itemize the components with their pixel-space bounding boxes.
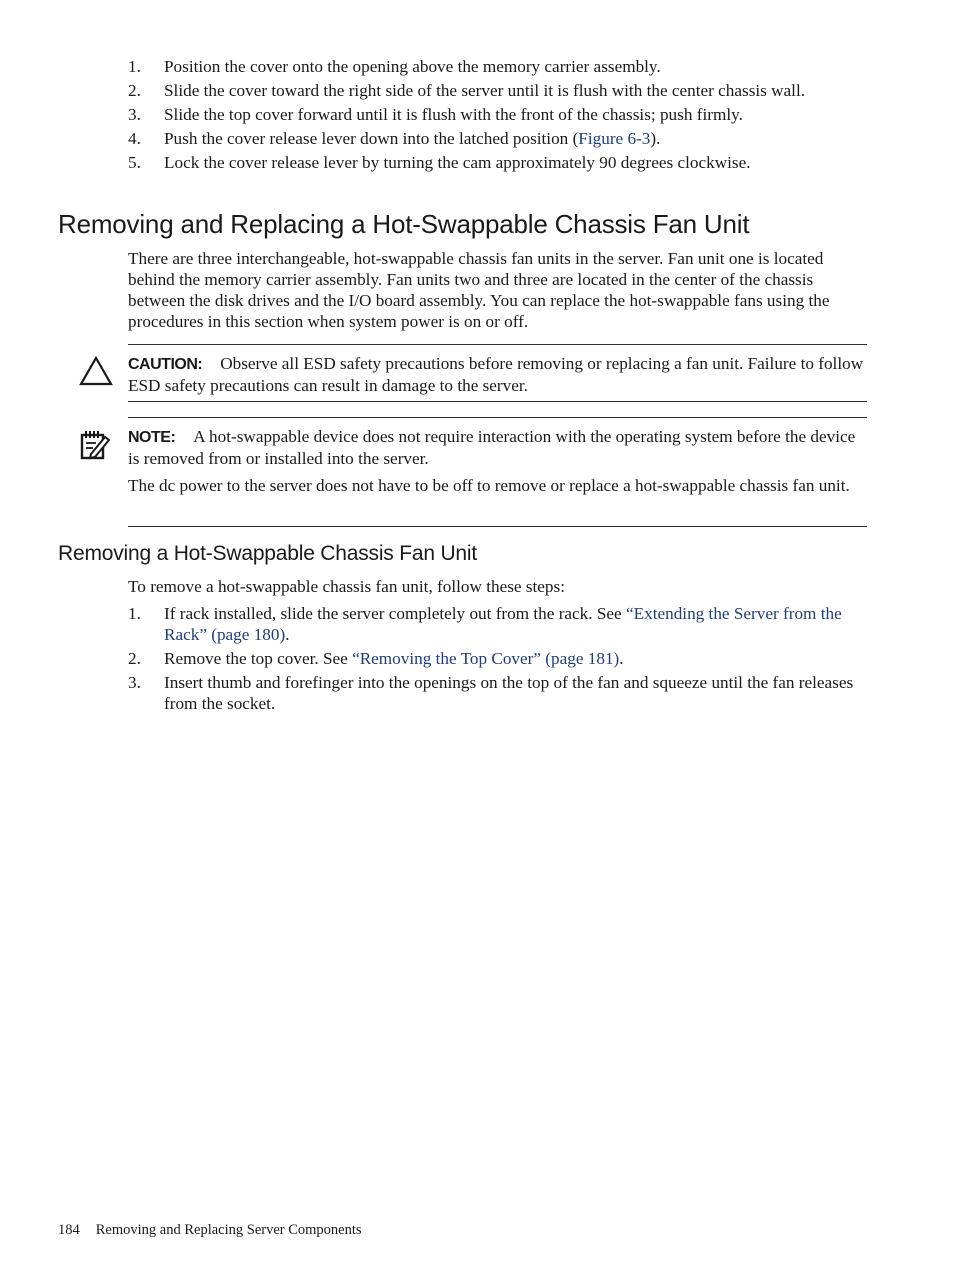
note-pad-icon — [79, 429, 111, 461]
section-title: Removing and Replacing a Hot-Swappable Chassis Fan Unit — [58, 209, 750, 239]
step-text-after: . — [619, 649, 624, 668]
caution-text: Observe all ESD safety precautions before removing or replacing a fan unit. Failure to follow ESD safety precautions can result in damage to the server. — [128, 354, 864, 395]
chapter-title: Removing and Replacing Server Components — [95, 1222, 362, 1238]
step-number: 2. — [128, 81, 141, 100]
remove-fan-steps-list — [128, 603, 868, 714]
step-number: 1. — [128, 604, 141, 623]
step-number: 3. — [128, 105, 141, 124]
list-item — [128, 56, 868, 77]
caution-label: CAUTION: — [128, 356, 203, 373]
subsection-title: Removing a Hot-Swappable Chassis Fan Unit — [58, 542, 477, 565]
step-number: 2. — [128, 649, 141, 668]
page-number: 184 — [58, 1222, 80, 1238]
reinstall-steps-list — [128, 56, 868, 173]
step-number: 4. — [128, 129, 141, 148]
note-label: NOTE: — [128, 429, 176, 446]
list-item — [128, 80, 868, 101]
page-footer — [58, 1222, 362, 1239]
step-number: 5. — [128, 153, 141, 172]
note-bottom-rule — [128, 526, 867, 527]
note-top-rule — [128, 417, 867, 418]
note-text-2: The dc power to the server does not have to be off to remove or replace a hot-swappable chassis fan unit. — [128, 476, 850, 495]
section-intro: There are three interchangeable, hot-swappable chassis fan units in the server. Fan unit one is located behind the memory carrier assembly. Fan units two and three are located in the center of the chassis between the disk drives and the I/O board assembly. You can replace the hot-swappable fans using the procedures in this section when system power is on or off. — [128, 249, 830, 331]
list-item — [128, 648, 868, 669]
step-text-after: . — [285, 625, 290, 644]
step-text-before: If rack installed, slide the server completely out from the rack. See — [164, 604, 626, 623]
step-text: Lock the cover release lever by turning the cam approximately 90 degrees clockwise. — [164, 153, 751, 172]
step-text: Position the cover onto the opening above the memory carrier assembly. — [164, 57, 661, 76]
list-item — [128, 603, 868, 645]
step-number: 1. — [128, 57, 141, 76]
list-item — [128, 128, 868, 149]
subsection-intro: To remove a hot-swappable chassis fan unit, follow these steps: — [128, 577, 565, 596]
caution-triangle-icon — [79, 356, 113, 386]
step-text-before: Remove the top cover. See — [164, 649, 353, 668]
step-text: Slide the top cover forward until it is flush with the front of the chassis; push firmly. — [164, 105, 743, 124]
caution-bottom-rule — [128, 401, 867, 402]
step-text: Insert thumb and forefinger into the openings on the top of the fan and squeeze until the fan releases from the socket. — [164, 673, 854, 713]
list-item — [128, 672, 868, 714]
figure-6-3-link[interactable]: Figure 6-3 — [578, 129, 651, 148]
step-text: Slide the cover toward the right side of the server until it is flush with the center chassis wall. — [164, 81, 806, 100]
step-number: 3. — [128, 673, 141, 692]
removing-top-cover-link[interactable]: “Removing the Top Cover” (page 181) — [352, 649, 620, 668]
step-text-before: Push the cover release lever down into the latched position ( — [164, 129, 579, 148]
extending-server-link[interactable]: “Extending the Server from the Rack” (page 180) — [164, 604, 842, 644]
caution-top-rule — [128, 344, 867, 345]
list-item — [128, 152, 868, 173]
step-text-after: ). — [650, 129, 661, 148]
list-item — [128, 104, 868, 125]
note-text: A hot-swappable device does not require interaction with the operating system before the device is removed from or installed into the server. — [128, 427, 856, 468]
note-block — [128, 426, 868, 469]
caution-block — [128, 353, 868, 396]
